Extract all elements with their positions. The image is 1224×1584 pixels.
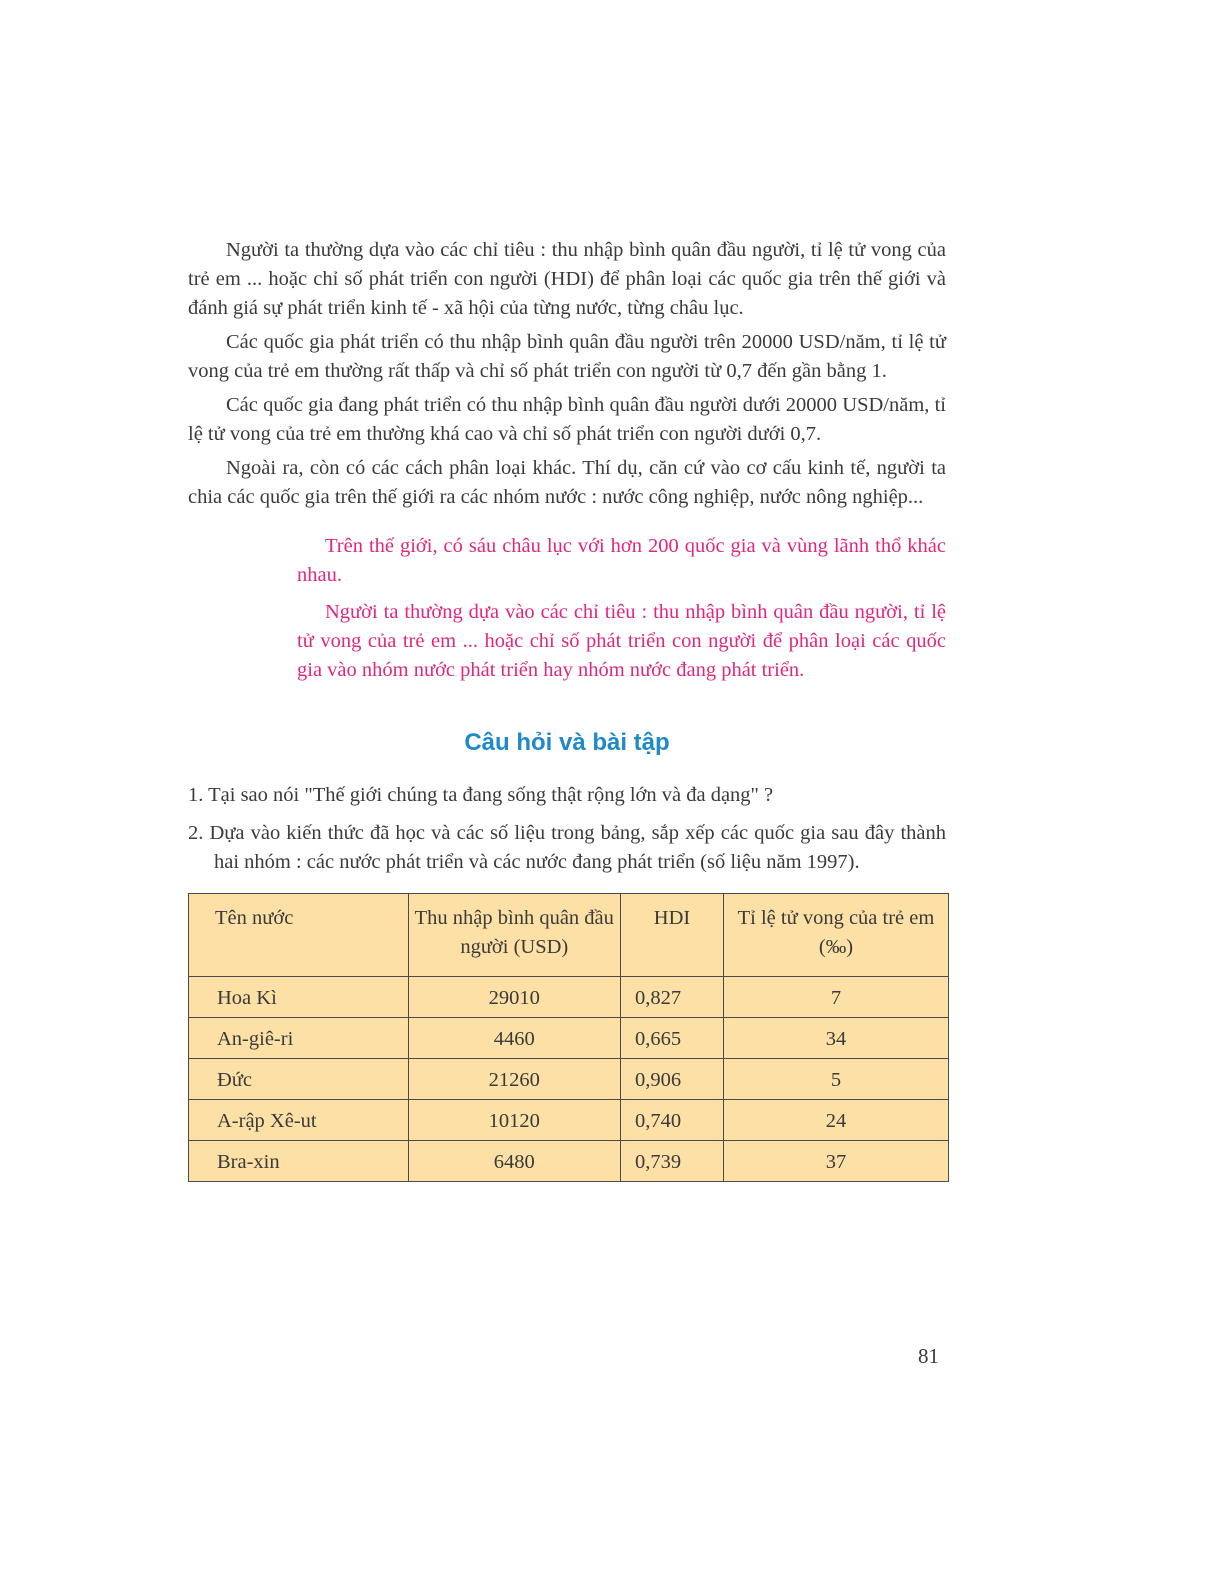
table-row [189,1059,949,1100]
table-cell: 0,906 [621,1059,724,1100]
summary-paragraph: Người ta thường dựa vào các chỉ tiêu : thu nhập bình quân đầu người, tỉ lệ tử vong của trẻ em ... hoặc chỉ số phát triển con người để phân loại các quốc gia vào nhóm nước phát triển hay nhóm nước đang phát triển. [297,601,946,681]
table-cell: 0,827 [621,977,724,1018]
table-cell: An-giê-ri [189,1018,409,1059]
paragraph: Ngoài ra, còn có các cách phân loại khác. Thí dụ, căn cứ vào cơ cấu kinh tế, người ta chia các quốc gia trên thế giới ra các nhóm nước : nước công nghiệp, nước nông nghiệp... [188,457,946,508]
table-cell: 6480 [408,1141,621,1182]
table-row [189,1018,949,1059]
table-cell: A-rập Xê-ut [189,1100,409,1141]
table-row [189,1141,949,1182]
table-cell: 0,740 [621,1100,724,1141]
table-row [189,1100,949,1141]
table-cell: 7 [723,977,948,1018]
page-number: 81 [918,1344,939,1368]
table-header-row [189,894,949,977]
column-header: HDI [621,894,724,977]
paragraph: Các quốc gia phát triển có thu nhập bình quân đầu người trên 20000 USD/năm, tỉ lệ tử vong của trẻ em thường rất thấp và chỉ số phát triển con người từ 0,7 đến gần bằng 1. [188,331,946,382]
table-cell: Hoa Kì [189,977,409,1018]
table-cell: Bra-xin [189,1141,409,1182]
table-cell: 24 [723,1100,948,1141]
table-cell: 4460 [408,1018,621,1059]
table-cell: Đức [189,1059,409,1100]
data-table [188,893,949,1182]
summary-box [297,532,946,685]
table-cell: 0,665 [621,1018,724,1059]
summary-paragraph: Trên thế giới, có sáu châu lục với hơn 200 quốc gia và vùng lãnh thổ khác nhau. [297,535,946,586]
section-heading: Câu hỏi và bài tập [464,729,670,756]
table-cell: 21260 [408,1059,621,1100]
table-cell: 37 [723,1141,948,1182]
paragraph: Các quốc gia đang phát triển có thu nhập bình quân đầu người dưới 20000 USD/năm, tỉ lệ tử vong của trẻ em thường khá cao và chỉ số phát triển con người dưới 0,7. [188,394,946,445]
page-content [188,236,946,1182]
question-item: 1. Tại sao nói "Thế giới chúng ta đang sống thật rộng lớn và đa dạng" ? [188,784,774,806]
table-cell: 29010 [408,977,621,1018]
table-cell: 0,739 [621,1141,724,1182]
paragraph: Người ta thường dựa vào các chỉ tiêu : thu nhập bình quân đầu người, tỉ lệ tử vong của trẻ em ... hoặc chỉ số phát triển con người (HDI) để phân loại các quốc gia trên thế giới và đánh giá sự phát triển kinh tế - xã hội của từng nước, từng châu lục. [188,239,946,319]
table-cell: 10120 [408,1100,621,1141]
column-header: Tên nước [189,894,409,977]
column-header: Thu nhập bình quân đầu người (USD) [408,894,621,977]
table-row [189,977,949,1018]
table-cell: 34 [723,1018,948,1059]
question-item: 2. Dựa vào kiến thức đã học và các số liệu trong bảng, sắp xếp các quốc gia sau đây thành hai nhóm : các nước phát triển và các nước đang phát triển (số liệu năm 1997). [188,822,946,873]
table-cell: 5 [723,1059,948,1100]
column-header: Tỉ lệ tử vong của trẻ em (‰) [723,894,948,977]
